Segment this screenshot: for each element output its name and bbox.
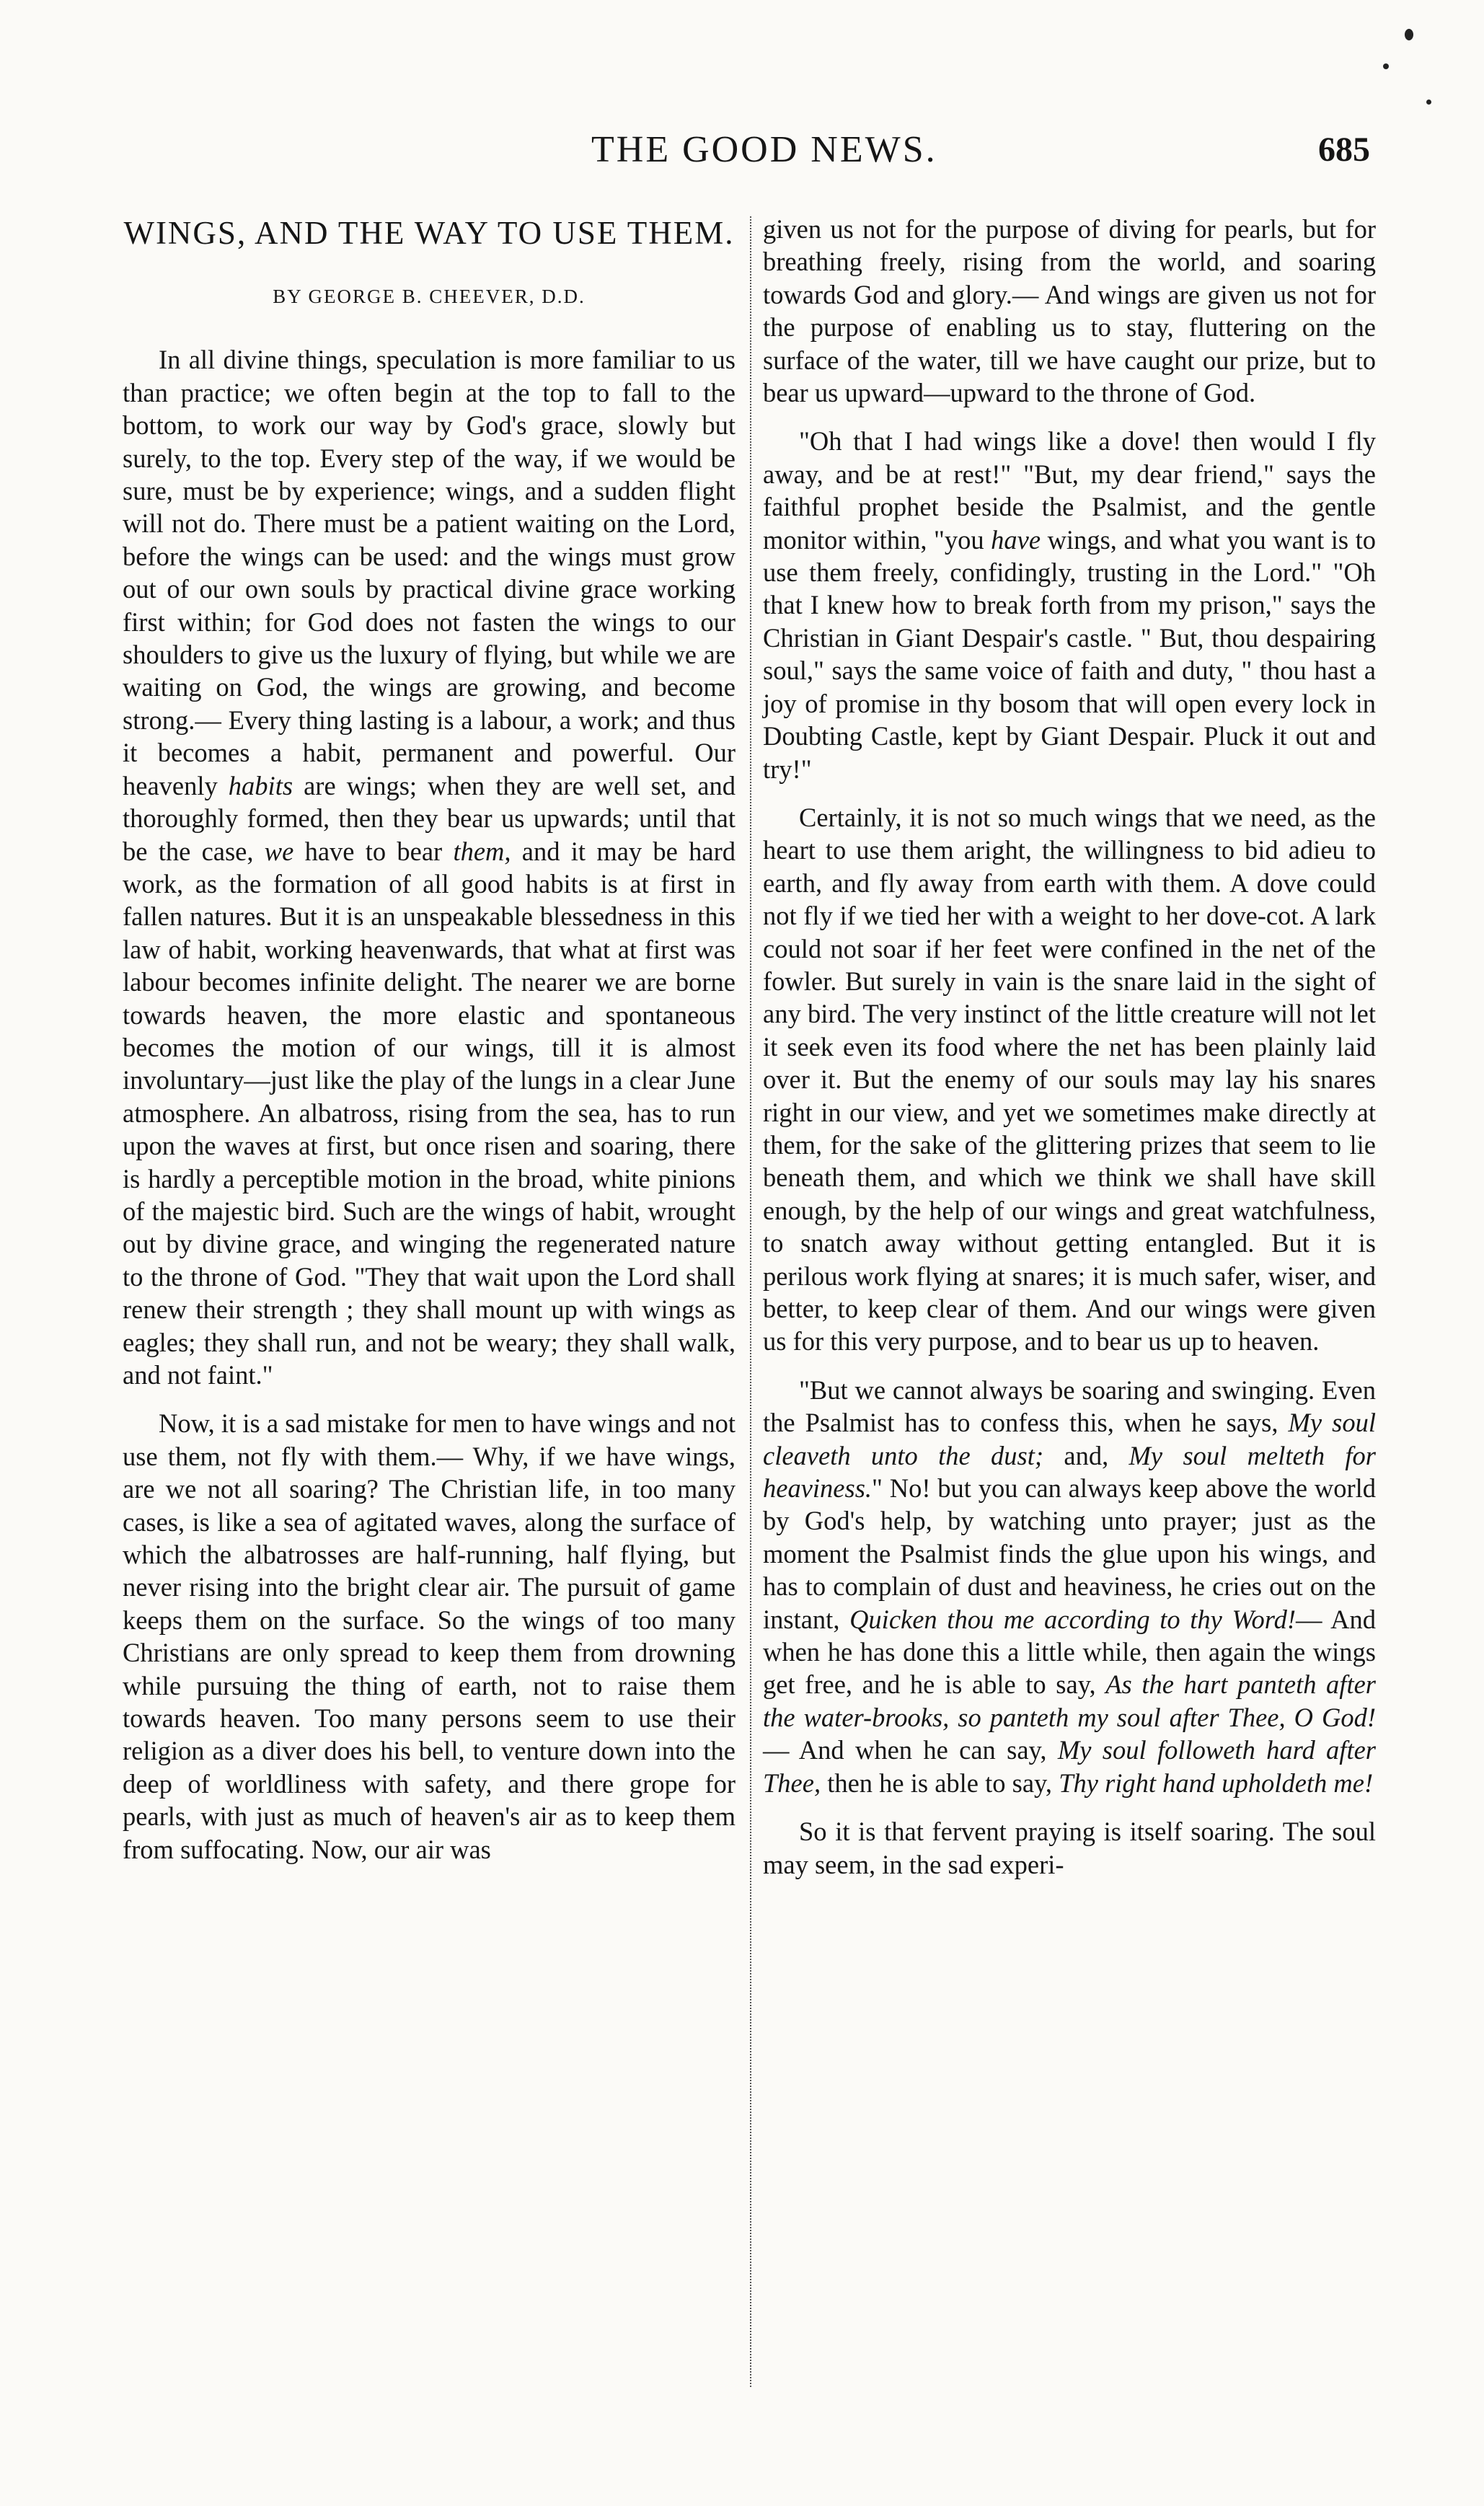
italic-quote: My soul cleaveth unto the dust;: [763, 1408, 1377, 1470]
text-run: have to bear: [293, 836, 454, 866]
italic-text: have: [991, 524, 1041, 555]
paragraph: [123, 343, 736, 1391]
byline: BY GEORGE B. CHEEVER, D.D.: [273, 286, 586, 307]
text-run: and,: [1043, 1440, 1129, 1470]
paragraph-continued: given us not for the purpose of diving for pearls, but for breathing freely, rising from the world, and soaring towards God and glory.— And wings are given us not for the purpose of enabling us to stay, fluttering on the surface of the water, till we have caught our prize, but to bear us upward—upward to the throne of God.: [763, 214, 1376, 408]
text-run: " No! but you can always keep above the world by God's help, by watching unto prayer; just as the moment the Psalmist finds the glue upon his wings, and has to complain of dust and heaviness, he cries out on the instant,: [763, 1473, 1376, 1634]
running-title: THE GOOD NEWS.: [591, 129, 937, 170]
text-run: and it may be hard work, as the formation of all good habits is at first in fallen natures. But it is an unspeakable blessedness in this law of habit, working heavenwards, that what at first was labour becomes infinite delight. The nearer we are borne towards heaven, the more elastic and spontaneous becomes the motion of our wings, till it is almost involuntary—just like the play of the lungs in a clear June atmosphere. An albatross, rising from the sea, has to run upon the waves at first, but once risen and soaring, there is hardly a perceptible motion in the broad, white pinions of the majestic bird. Such are the wings of habit, wrought out by divine grace, and winging the regenerated nature to the throne of God. "They that wait upon the Lord shall renew their strength ; they shall mount up with wings as eagles; they shall run, and not be weary; they shall walk, and not faint.": [123, 836, 736, 1390]
paragraph: Certainly, it is not so much wings that we need, as the heart to use them aright, the willingness to bid adieu to earth, and fly away from earth with them. A dove could not fly if we tied her with a weight to her dove-cot. A lark could not soar if her feet were confined in the net of the fowler. But surely in vain is the snare laid in the sight of any bird. The very instinct of the little creature will not let it seek even its food where the net has been plainly laid over it. But the enemy of our souls may lay his snares right in our view, and yet we sometimes make directly at them, for the sake of the glittering prizes that seem to lie beneath them, and which we think we shall have skill enough, by the help of our wings and great watchfulness, to snatch away without getting entangled. But it is perilous work flying at snares; it is much safer, wiser, and better, to keep clear of them. And our wings were given us for this very purpose, and to bear us up to heaven.: [763, 802, 1376, 1356]
italic-quote: Thy right hand upholdeth me!: [1059, 1768, 1374, 1798]
paragraph: So it is that fervent praying is itself soaring. The soul may seem, in the sad experi-: [763, 1817, 1376, 1879]
ink-speck: [1405, 29, 1413, 40]
paragraph: [763, 425, 1376, 785]
paragraph: Now, it is a sad mistake for men to have wings and not use them, not fly with them.— Why, if we have wings, are we not all soaring? The Christian life, in too many cases, is like a sea of agitated waves, along the surface of which the albatrosses are half-running, half flying, but never rising into the bright clear air. The pursuit of game keeps them on the surface. So the wings of too many Christians are only spread to keep them from drowning while pursuing the thing of earth, not to raise them towards heaven. Too many persons seem to use their religion as a diver does his bell, to venture down into the deep of worldliness with safety, and there grope for pearls, with just as much of heaven's air as to keep them from suffocating. Now, our air was: [123, 1408, 736, 1864]
page-number: 685: [1318, 131, 1370, 169]
article-title: WINGS, AND THE WAY TO USE THEM.: [123, 215, 735, 251]
italic-quote: My soul followeth hard after Thee,: [763, 1735, 1376, 1798]
italic-text: habits: [228, 770, 293, 800]
column-divider: [750, 216, 751, 2387]
italic-text: we: [264, 836, 294, 866]
paragraph: [763, 1374, 1376, 1799]
text-run: wings, and what you want is to use them freely, confidingly, trusting in the Lord." "Oh that I knew how to break forth from my prison," says the Christian in Giant Despair's castle. " But, thou despairing soul," says the same voice of faith and duty, " thou hast a joy of promise in thy bosom that will open every lock in Doubting Castle, kept by Giant Despair. Pluck it out and try!": [763, 524, 1377, 784]
italic-quote: My soul melteth for heaviness.: [763, 1440, 1376, 1504]
italic-quote: As the hart panteth after the water-brooks, so panteth my soul after Thee, O God!: [763, 1669, 1376, 1732]
text-run: — And when he has done this a little while, then again the wings get free, and he is able to say,: [763, 1604, 1376, 1700]
running-head: [591, 128, 1370, 186]
italic-quote: Quicken thou me according to thy Word!: [849, 1604, 1297, 1634]
text-run: — And when he can say,: [763, 1735, 1058, 1765]
text-run: "Oh that I had wings like a dove! then would I fly away, and be at rest!" "But, my dear friend," says the faithful prophet beside the Psalmist, and the gentle monitor within, "you: [763, 426, 1376, 555]
text-run: then he is able to say,: [821, 1768, 1059, 1798]
text-run: "But we cannot always be soaring and swinging. Even the Psalmist has to confess this, when he says,: [763, 1375, 1376, 1438]
text-run: are wings; when they are well set, and thoroughly formed, then they bear us upwards; until that be the case,: [123, 770, 736, 866]
ink-speck: [1426, 100, 1431, 105]
right-column: [763, 213, 1376, 1897]
text-run: In all divine things, speculation is more familiar to us than practice; we often begin at the top to fall to the bottom, to work our way by God's grace, slowly but surely, to the top. Every step of the way, if we would be sure, must be by experience; wings, and a sudden flight will not do. There must be a patient waiting on the Lord, before the wings can be used: and the wings must grow out of our own souls by practical divine grace working first within; for God does not fasten the wings to our shoulders to give us the luxury of flying, but while we are waiting on God, the wings are growing, and become strong.— Every thing lasting is a labour, a work; and thus it becomes a habit, permanent and powerful. Our heavenly: [123, 345, 736, 800]
ink-speck: [1383, 63, 1389, 69]
italic-text: them,: [453, 836, 511, 866]
left-column: [123, 213, 736, 1881]
